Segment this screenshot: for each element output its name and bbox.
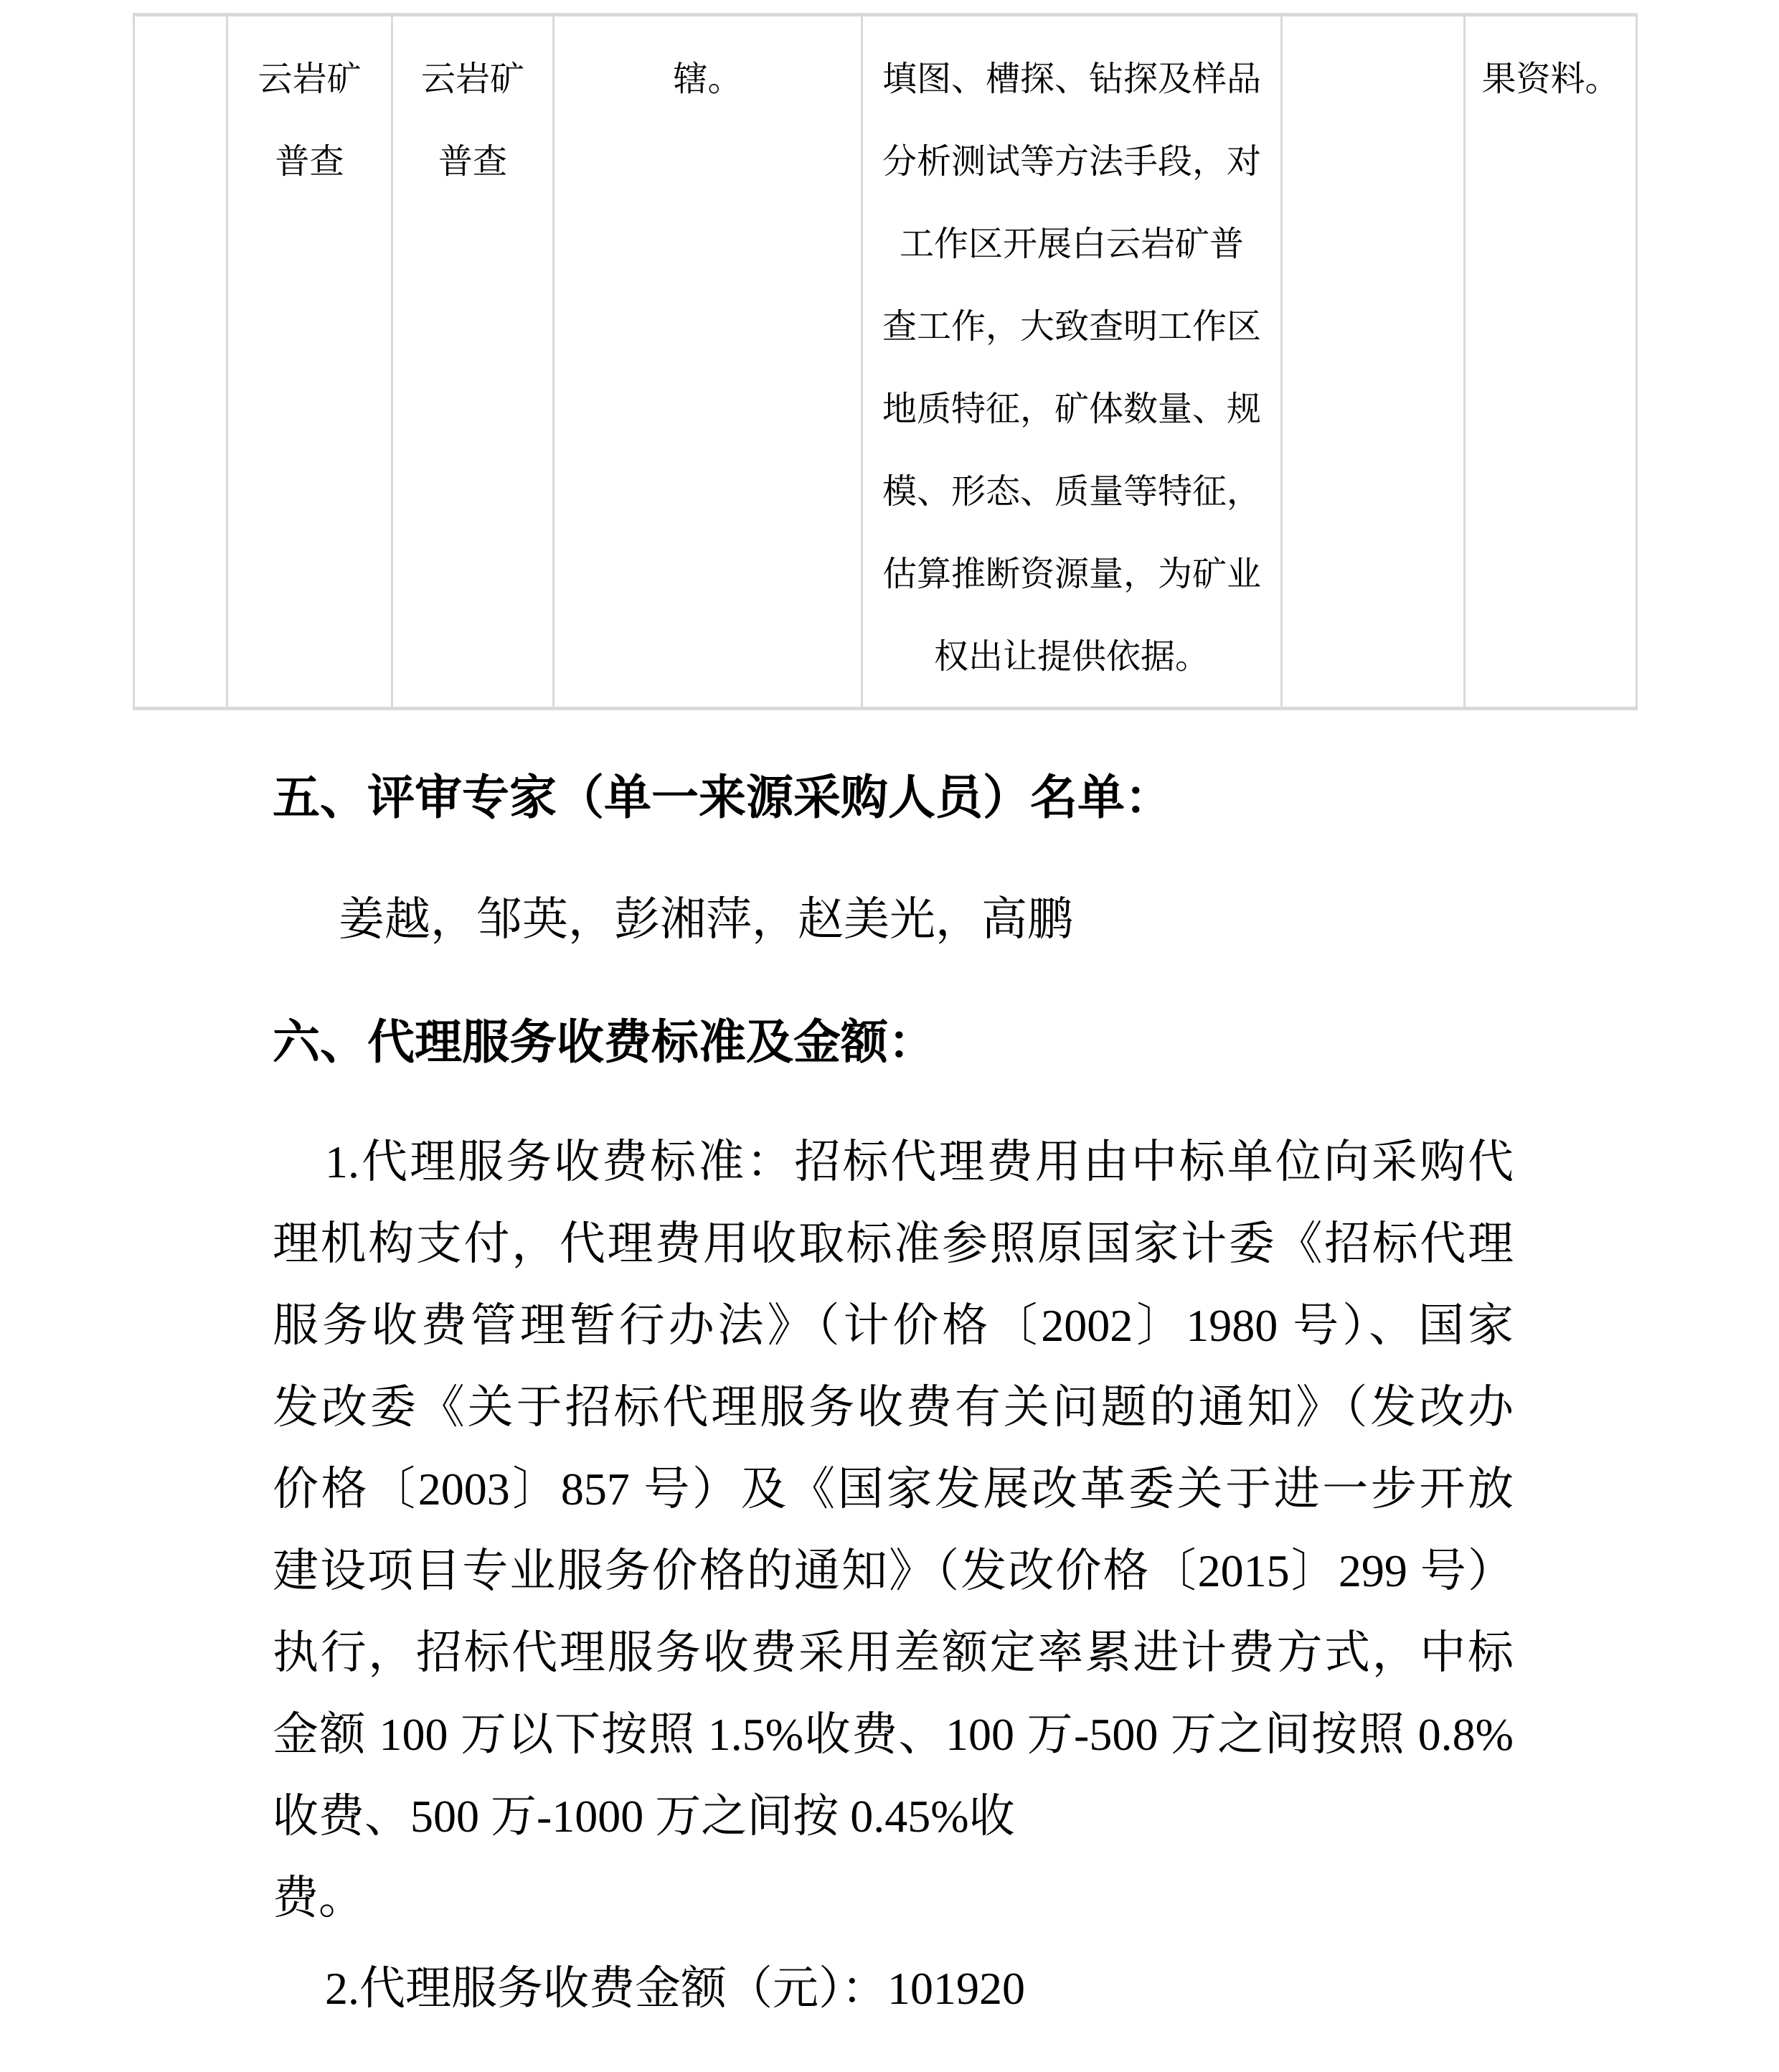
cell-text-line: 普查: [275, 143, 344, 181]
table-cell-package-name: [392, 15, 554, 709]
paragraph-line: 1.代理服务收费标准：招标代理费用由中标单位向采购代: [325, 1136, 1514, 1187]
section6-heading: 六、代理服务收费标准及金额：: [273, 1017, 935, 1069]
cell-text-line: 模、形态、质量等特征，: [882, 473, 1261, 511]
cell-text-line: 查工作，大致查明工作区: [882, 308, 1261, 346]
section5-heading: 五、评审专家（单一来源采购人员）名单：: [273, 772, 1172, 824]
expert-names: 姜越，邹英，彭湘萍，赵美光，高鹏: [339, 894, 1073, 945]
table-cell-project-name: [227, 15, 392, 709]
cell-text-line: 果资料。: [1481, 60, 1620, 98]
cell-text-line: 分析测试等方法手段，对: [882, 143, 1261, 181]
cell-text-line: 普查: [438, 143, 507, 181]
cell-text-line: 权出让提供依据。: [933, 638, 1209, 676]
cell-text-line: 估算推断资源量，为矿业: [882, 555, 1261, 593]
paragraph-line: 金额 100 万以下按照 1.5%收费、100 万-500 万之间按照 0.8%: [273, 1709, 1514, 1760]
procurement-table: [133, 13, 1638, 710]
paragraph-line: 发改委《关于招标代理服务收费有关问题的通知》（发改办: [273, 1382, 1514, 1433]
fee-amount-line: 2.代理服务收费金额（元）：101920: [325, 1963, 1025, 2014]
paragraph-line: 建设项目专业服务价格的通知》（发改价格〔2015〕299 号）: [273, 1545, 1514, 1596]
cell-text-line: 云岩矿: [258, 60, 362, 98]
table-cell-scope: [862, 15, 1282, 709]
table-cell-empty: [1282, 15, 1465, 709]
cell-text-line: 工作区开展白云岩矿普: [899, 225, 1244, 263]
paragraph-line: 收费、500 万-1000 万之间按 0.45%收: [273, 1791, 1015, 1842]
table-cell-location: [554, 15, 862, 709]
fee-standard-paragraph: [273, 1121, 1514, 1939]
table-row: [134, 15, 1637, 709]
paragraph-line: 价格〔2003〕857 号）及《国家发展改革委关于进一步开放: [273, 1464, 1514, 1515]
cell-text-line: 地质特征，矿体数量、规: [882, 390, 1261, 428]
paragraph-line: 服务收费管理暂行办法》（计价格〔2002〕1980 号）、国家: [273, 1300, 1514, 1351]
cell-text-line: 云岩矿: [420, 60, 524, 98]
table-cell-seq: [134, 15, 227, 709]
cell-text-line: 辖。: [673, 60, 742, 98]
paragraph-line: 费。: [273, 1873, 364, 1923]
paragraph-line: 理机构支付，代理费用收取标准参照原国家计委《招标代理: [273, 1218, 1514, 1269]
cell-text-line: 填图、槽探、钻探及样品: [882, 60, 1261, 98]
table-cell-result: [1465, 15, 1637, 709]
paragraph-line: 执行，招标代理服务收费采用差额定率累进计费方式，中标: [273, 1627, 1514, 1678]
